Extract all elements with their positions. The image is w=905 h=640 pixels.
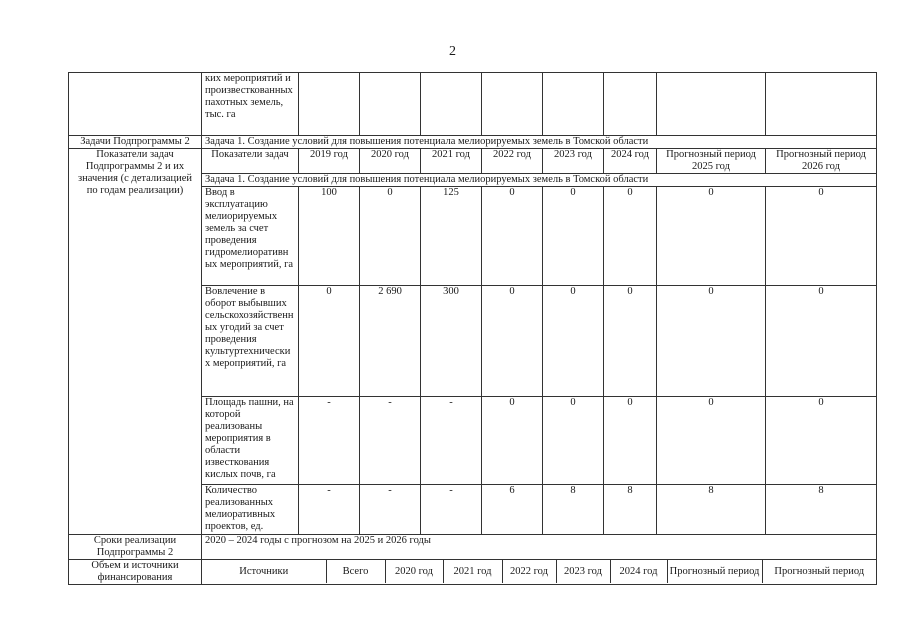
financing-headers-cell	[202, 560, 877, 585]
header-indicator: Показатели задач	[202, 149, 299, 174]
value-cell: -	[299, 485, 360, 535]
value-cell: -	[421, 397, 482, 485]
empty-cell	[482, 73, 543, 136]
indicator-name-cell: Ввод в эксплуатацию мелиорируемых земель за счет проведения гидромелиоративных мероприятий, га	[202, 187, 299, 286]
value-cell: 8	[766, 485, 877, 535]
header-forecast: Прогнозный период 2025 год	[657, 149, 766, 174]
value-cell: 8	[657, 485, 766, 535]
value-cell: 8	[543, 485, 604, 535]
empty-cell	[69, 73, 202, 136]
empty-cell	[604, 73, 657, 136]
value-cell: 6	[482, 485, 543, 535]
financing-header-forecast: Прогнозный период	[667, 560, 762, 583]
value-cell: 2 690	[360, 286, 421, 397]
indicators-task-text: Задача 1. Создание условий для повышения потенциала мелиорируемых земель в Томской области	[202, 174, 877, 187]
value-cell: 0	[543, 187, 604, 286]
value-cell: -	[360, 397, 421, 485]
value-cell: 0	[657, 397, 766, 485]
value-cell: 0	[543, 286, 604, 397]
tasks-row	[69, 136, 877, 149]
terms-value: 2020 – 2024 годы с прогнозом на 2025 и 2026 годы	[202, 535, 877, 560]
indicator-name-cell: ких мероприятий и произвесткованных пахотных земель, тыс. га	[202, 73, 299, 136]
empty-cell	[766, 73, 877, 136]
value-cell: 0	[766, 187, 877, 286]
financing-header-year: 2024 год	[610, 560, 667, 583]
empty-cell	[421, 73, 482, 136]
financing-header-year: 2023 год	[556, 560, 610, 583]
empty-cell	[657, 73, 766, 136]
terms-row	[69, 535, 877, 560]
header-forecast: Прогнозный период 2026 год	[766, 149, 877, 174]
financing-header-year: 2021 год	[443, 560, 502, 583]
indicators-header-row	[69, 149, 877, 174]
tasks-value: Задача 1. Создание условий для повышения потенциала мелиорируемых земель в Томской области	[202, 136, 877, 149]
financing-label: Объем и источники финансирования	[69, 560, 202, 585]
passport-table	[68, 72, 877, 585]
value-cell: 0	[604, 397, 657, 485]
value-cell: -	[421, 485, 482, 535]
empty-cell	[299, 73, 360, 136]
financing-header-year: 2020 год	[385, 560, 443, 583]
financing-header-sources: Источники	[239, 566, 289, 577]
value-cell: 0	[766, 397, 877, 485]
financing-headers-table	[202, 560, 876, 583]
value-cell: 0	[543, 397, 604, 485]
value-cell: 100	[299, 187, 360, 286]
financing-header-forecast: Прогнозный период	[762, 560, 876, 583]
value-cell: 8	[604, 485, 657, 535]
header-year: 2024 год	[604, 149, 657, 174]
page-number: 2	[449, 44, 456, 59]
terms-label: Сроки реализации Подпрограммы 2	[69, 535, 202, 560]
value-cell: 0	[482, 286, 543, 397]
value-cell: 0	[482, 397, 543, 485]
financing-row	[69, 560, 877, 585]
indicator-name-cell: Количество реализованных мелиоративных проектов, ед.	[202, 485, 299, 535]
header-year: 2020 год	[360, 149, 421, 174]
financing-header-year: 2022 год	[502, 560, 556, 583]
value-cell: 0	[604, 286, 657, 397]
empty-cell	[543, 73, 604, 136]
value-cell: 0	[299, 286, 360, 397]
value-cell: 0	[657, 286, 766, 397]
tasks-label: Задачи Подпрограммы 2	[69, 136, 202, 149]
value-cell: 0	[604, 187, 657, 286]
header-year: 2022 год	[482, 149, 543, 174]
value-cell: 125	[421, 187, 482, 286]
financing-header-total: Всего	[326, 560, 385, 583]
value-cell: -	[299, 397, 360, 485]
value-cell: -	[360, 485, 421, 535]
header-year: 2023 год	[543, 149, 604, 174]
indicator-name-cell: Площадь пашни, на которой реализованы мероприятия в области известкования кислых почв, га	[202, 397, 299, 485]
value-cell: 0	[482, 187, 543, 286]
value-cell: 0	[657, 187, 766, 286]
header-year: 2021 год	[421, 149, 482, 174]
value-cell: 300	[421, 286, 482, 397]
indicator-name-cell: Вовлечение в оборот выбывших сельскохозяйственных угодий за счет проведения культуртехнических мероприятий, га	[202, 286, 299, 397]
value-cell: 0	[766, 286, 877, 397]
top-continuation-row	[69, 73, 877, 136]
header-year: 2019 год	[299, 149, 360, 174]
indicators-label: Показатели задач Подпрограммы 2 и их значения (с детализацией по годам реализации)	[69, 149, 202, 535]
value-cell: 0	[360, 187, 421, 286]
empty-cell	[360, 73, 421, 136]
